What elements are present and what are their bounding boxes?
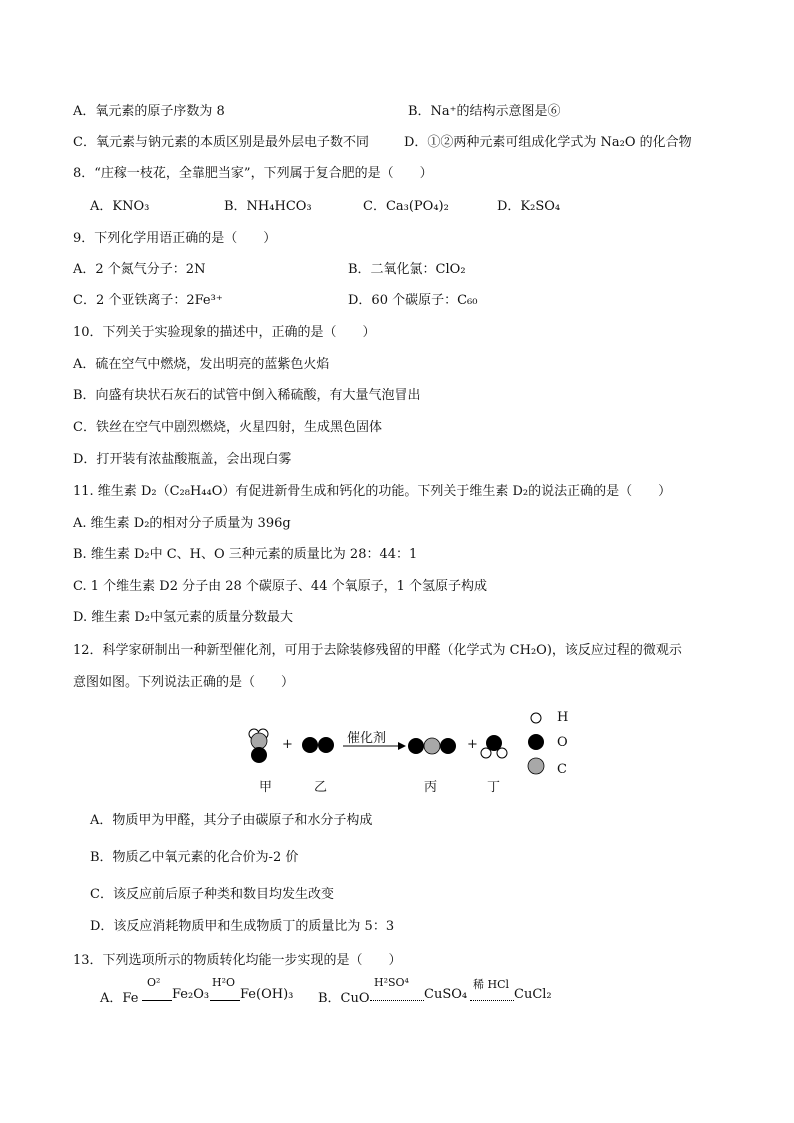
q9-option-a: A．2 个氮气分子：2N (73, 262, 206, 277)
legend-o-label: O (557, 735, 568, 750)
legend-c-swatch (528, 758, 544, 774)
label-ding: 丁 (487, 780, 501, 795)
q12-option-a: A．物质甲为甲醛，其分子由碳原子和水分子构成 (90, 813, 373, 828)
q12-option-b: B．物质乙中氧元素的化合价为-2 价 (90, 850, 299, 865)
q9-option-b: B．二氧化氯：ClO₂ (348, 262, 466, 277)
q7-option-a: A．氧元素的原子序数为 8 (73, 104, 225, 119)
q13-a-mid: Fe₂O₃ (172, 987, 210, 1002)
label-yi: 乙 (314, 780, 328, 795)
q13-a-arrow2 (210, 1000, 240, 1001)
c-atom (251, 733, 267, 749)
q11-option-c: C. 1 个维生素 D2 分子由 28 个碳原子、44 个氧原子，1 个氢原子构成 (73, 579, 487, 594)
o-atom (486, 735, 502, 751)
o-atom (302, 737, 318, 753)
q7-option-c: C．氧元素与钠元素的本质区别是最外层电子数不同 (73, 135, 369, 150)
q13-b-arrow1 (370, 1000, 424, 1001)
o-atom (408, 738, 424, 754)
label-bing: 丙 (424, 780, 438, 795)
catalyst-label: 催化剂 (347, 731, 387, 746)
molecule-jia (249, 729, 268, 763)
legend-c-label: C (557, 762, 567, 777)
h-atom (497, 748, 507, 758)
q13-b-prefix: B．CuO (318, 991, 370, 1006)
q12-stem-line2: 意图如图。下列说法正确的是（ ） (73, 675, 295, 690)
label-jia: 甲 (259, 780, 273, 795)
q13-stem: 13．下列选项所示的物质转化均能一步实现的是（ ） (73, 953, 402, 968)
o-atom (440, 738, 456, 754)
legend-h-label: H (557, 710, 569, 725)
q10-option-a: A．硫在空气中燃烧，发出明亮的蓝紫色火焰 (73, 357, 330, 372)
q13-a-reagent1: O² (147, 976, 161, 989)
q12-option-c: C．该反应前后原子种类和数目均发生改变 (90, 887, 334, 902)
q11-option-a: A. 维生素 D₂的相对分子质量为 396g (73, 516, 291, 531)
q13-a-arrow1 (142, 1000, 172, 1001)
o-atom (318, 737, 334, 753)
q13-b-reagent1: H²SO⁴ (374, 976, 409, 989)
q11-option-b: B. 维生素 D₂中 C、H、O 三种元素的质量比为 28：44：1 (73, 547, 418, 562)
q8-option-d: D．K₂SO₄ (497, 199, 561, 214)
molecule-ding (481, 735, 507, 758)
plus-sign: + (282, 737, 293, 752)
q13-b-arrow2 (470, 1000, 514, 1001)
q13-a-end: Fe(OH)₃ (240, 987, 294, 1002)
q10-option-d: D．打开装有浓盐酸瓶盖，会出现白雾 (73, 452, 292, 467)
q8-option-c: C．Ca₃(PO₄)₂ (363, 199, 449, 214)
molecule-bing (408, 738, 456, 754)
q13-b-reagent2: 稀 HCl (473, 978, 510, 991)
arrow-head (398, 742, 406, 750)
q9-stem: 9．下列化学用语正确的是（ ） (73, 231, 277, 246)
molecule-yi (302, 737, 334, 753)
q7-option-b: B．Na⁺的结构示意图是⑥ (408, 104, 561, 119)
q13-b-end: CuCl₂ (514, 987, 552, 1002)
q8-option-b: B．NH₄HCO₃ (224, 199, 312, 214)
h-atom (249, 729, 259, 739)
q12-option-d: D．该反应消耗物质甲和生成物质丁的质量比为 5：3 (90, 919, 395, 934)
o-atom (251, 747, 267, 763)
legend-h-swatch (531, 713, 541, 723)
q11-stem: 11. 维生素 D₂（C₂₈H₄₄O）有促进新骨生成和钙化的功能。下列关于维生素 D₂的说法正确的是（ ） (73, 484, 672, 499)
q9-option-d: D．60 个碳原子：C₆₀ (348, 293, 478, 308)
q13-option-a (100, 976, 300, 1006)
q10-option-c: C．铁丝在空气中剧烈燃烧，火星四射，生成黑色固体 (73, 420, 382, 435)
q13-a-reagent2: H²O (212, 976, 236, 989)
c-atom (424, 738, 440, 754)
q9-option-c: C．2 个亚铁离子：2Fe³⁺ (73, 293, 223, 308)
q8-option-a: A．KNO₃ (90, 199, 150, 214)
q13-option-b (318, 976, 558, 1006)
h-atom (258, 729, 268, 739)
q12-stem-line1: 12．科学家研制出一种新型催化剂，可用于去除装修残留的甲醛（化学式为 CH₂O)，该反应过程的微观示 (73, 643, 682, 658)
q13-a-prefix: A．Fe (100, 991, 139, 1006)
legend-o-swatch (528, 734, 544, 750)
q11-option-d: D. 维生素 D₂中氢元素的质量分数最大 (73, 610, 293, 625)
q13-b-mid: CuSO₄ (424, 987, 468, 1002)
q10-option-b: B．向盛有块状石灰石的试管中倒入稀硫酸，有大量气泡冒出 (73, 388, 421, 403)
q7-option-d: D．①②两种元素可组成化学式为 Na₂O 的化合物 (404, 135, 692, 150)
plus-sign: + (467, 737, 478, 752)
h-atom (481, 748, 491, 758)
legend (528, 713, 544, 774)
q8-stem: 8．“庄稼一枝花，全靠肥当家”，下列属于复合肥的是（ ） (73, 166, 433, 181)
q10-stem: 10．下列关于实验现象的描述中，正确的是（ ） (73, 325, 376, 340)
